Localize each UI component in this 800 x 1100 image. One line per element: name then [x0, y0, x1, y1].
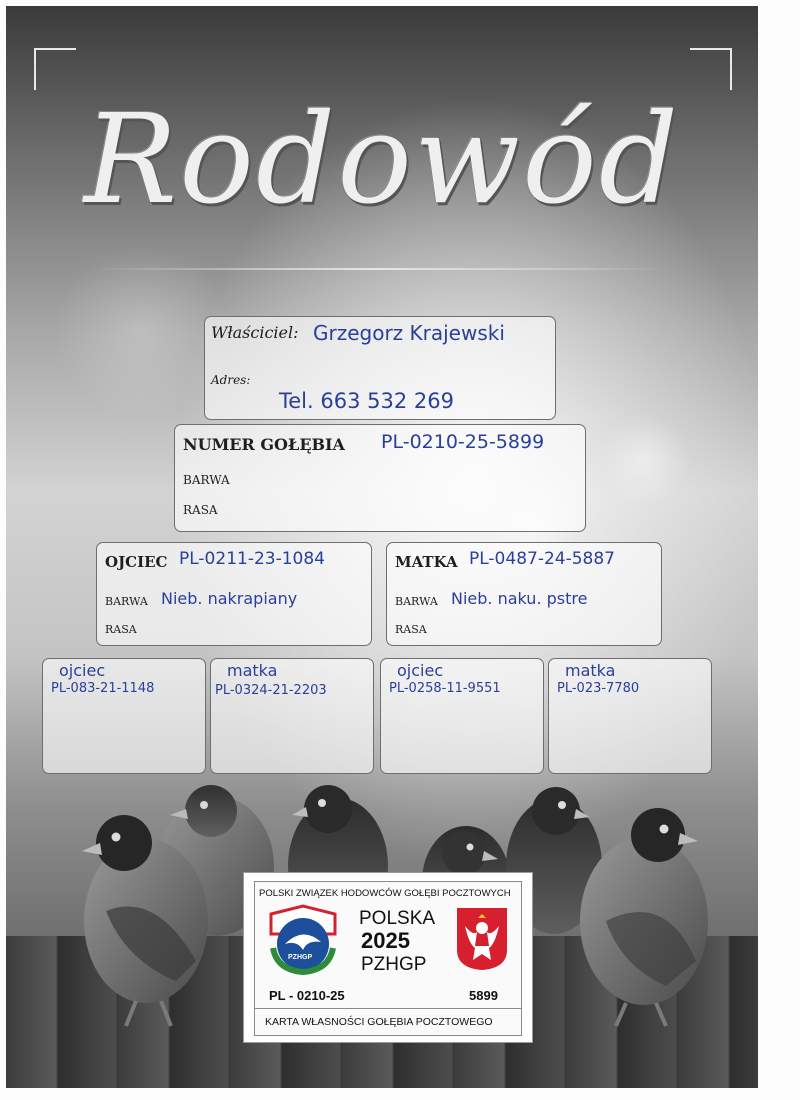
ownership-card-inner — [254, 881, 522, 1036]
address-label: Adres: — [211, 373, 251, 387]
card-footer: KARTA WŁASNOŚCI GOŁĘBIA POCZTOWEGO — [265, 1016, 493, 1028]
polish-eagle-icon — [455, 906, 509, 972]
grandparent-box-2 — [210, 658, 374, 774]
card-divider — [255, 1008, 521, 1009]
pigeon-breed-label: RASA — [183, 503, 218, 517]
pzhgp-logo-icon — [263, 904, 343, 976]
grandparent-box-3 — [380, 658, 544, 774]
owner-box — [204, 316, 556, 420]
father-label: OJCIEC — [105, 553, 168, 571]
grandparent-title: ojciec — [59, 661, 106, 680]
mother-color-label: BARWA — [395, 595, 438, 608]
pigeon-number-value: PL-0210-25-5899 — [381, 431, 545, 453]
frame-corner-top-left — [34, 48, 76, 90]
mother-box — [386, 542, 662, 646]
father-breed-label: RASA — [105, 623, 137, 636]
card-country: POLSKA — [359, 908, 436, 929]
grandparent-box-4 — [548, 658, 712, 774]
mother-breed-label: RASA — [395, 623, 427, 636]
grandparent-number: PL-083-21-1148 — [51, 681, 155, 696]
mother-color-value: Nieb. naku. pstre — [451, 589, 588, 608]
father-color-value: Nieb. nakrapiany — [161, 589, 298, 608]
father-color-label: BARWA — [105, 595, 148, 608]
grandparent-box-1 — [42, 658, 206, 774]
pigeon-number-label: NUMER GOŁĘBIA — [183, 435, 345, 454]
grandparent-title: matka — [565, 661, 616, 680]
grandparent-number: PL-0324-21-2203 — [215, 683, 327, 698]
mother-label: MATKA — [395, 553, 458, 571]
owner-value: Grzegorz Krajewski — [313, 321, 505, 345]
phone-value: Tel. 663 532 269 — [279, 389, 454, 413]
ring-number: 5899 — [469, 988, 498, 1003]
grandparent-number: PL-023-7780 — [557, 681, 640, 696]
frame-corner-top-right — [690, 48, 732, 90]
card-year: 2025 — [361, 928, 410, 953]
mother-number-value: PL-0487-24-5887 — [469, 549, 615, 569]
pedigree-sheet — [6, 6, 758, 1088]
ownership-card — [243, 872, 533, 1043]
card-org: PZHGP — [361, 954, 427, 975]
father-box — [96, 542, 372, 646]
owner-label: Właściciel: — [211, 323, 299, 342]
grandparent-title: matka — [227, 661, 278, 680]
pigeon-front-right — [580, 808, 708, 1026]
title-divider — [94, 268, 666, 270]
logo-text: PZHGP — [288, 954, 313, 961]
grandparent-number: PL-0258-11-9551 — [389, 681, 501, 696]
association-name: POLSKI ZWIĄZEK HODOWCÓW GOŁĘBI POCZTOWYCH — [259, 888, 511, 899]
grandparent-title: ojciec — [397, 661, 444, 680]
pigeon-color-label: BARWA — [183, 473, 230, 487]
father-number-value: PL-0211-23-1084 — [179, 549, 325, 569]
ring-prefix: PL - 0210-25 — [269, 988, 345, 1003]
pigeon-box — [174, 424, 586, 532]
page-title: Rodowód — [83, 88, 681, 232]
